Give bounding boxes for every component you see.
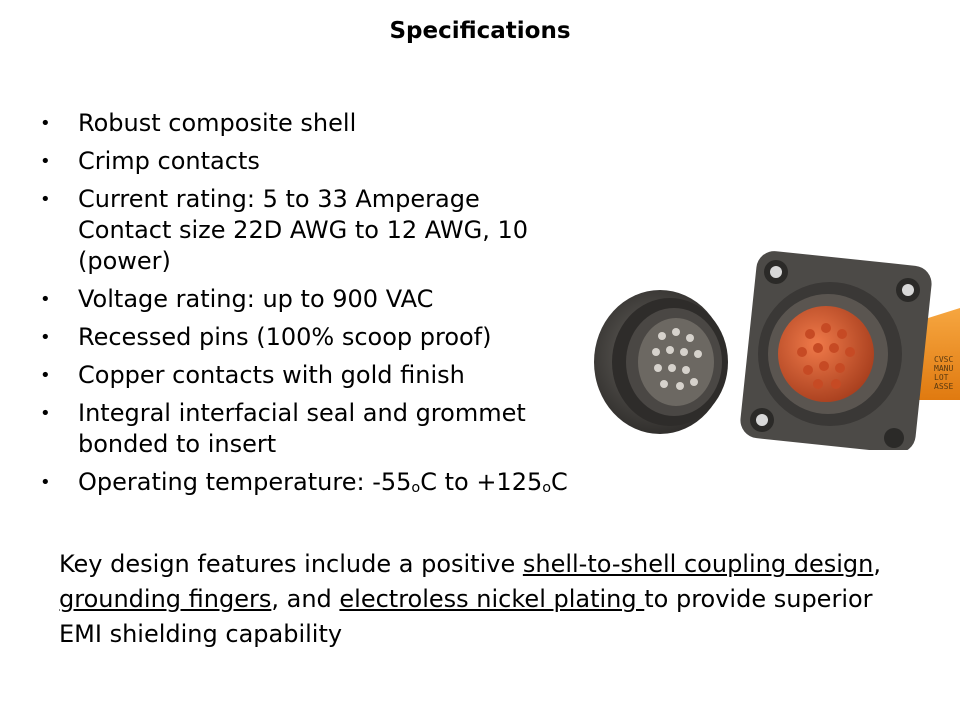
- spec-item: • Robust composite shell: [40, 109, 357, 137]
- svg-text:LOT: LOT: [934, 373, 949, 382]
- connector-photo: [590, 250, 960, 450]
- spec-item: • Recessed pins (100% scoop proof): [40, 323, 492, 351]
- plug: [594, 290, 728, 434]
- svg-text:ASSE: ASSE: [934, 382, 954, 391]
- spec-item: • Current rating: 5 to 33 Amperage Contact size 22D AWG to 12 AWG, 10 (power): [40, 185, 528, 275]
- spec-item-temperature: • Operating temperature: -55oC to +125oC: [40, 468, 568, 496]
- spec-item: • Copper contacts with gold finish: [40, 361, 465, 389]
- nickel-plating-link: electroless nickel plating: [339, 585, 645, 613]
- spec-item: • Integral interfacial seal and grommet bonded to insert: [40, 399, 526, 458]
- design-features-paragraph: Key design features include a positive shell-to-shell coupling design, grounding fingers, and electroless nickel plating to provide superior EMI shielding capability: [59, 550, 881, 648]
- shell-coupling-link: shell-to-shell coupling design: [522, 550, 874, 578]
- spec-list: [40, 108, 640, 511]
- svg-text:CVSC: CVSC: [934, 355, 954, 364]
- spec-item: • Voltage rating: up to 900 VAC: [40, 285, 434, 313]
- receptacle: [739, 250, 934, 450]
- slide-title: Specifications: [389, 18, 571, 44]
- spec-item: • Crimp contacts: [40, 147, 260, 175]
- svg-text:MANU: MANU: [934, 364, 954, 373]
- grounding-fingers-link: grounding fingers: [59, 585, 272, 613]
